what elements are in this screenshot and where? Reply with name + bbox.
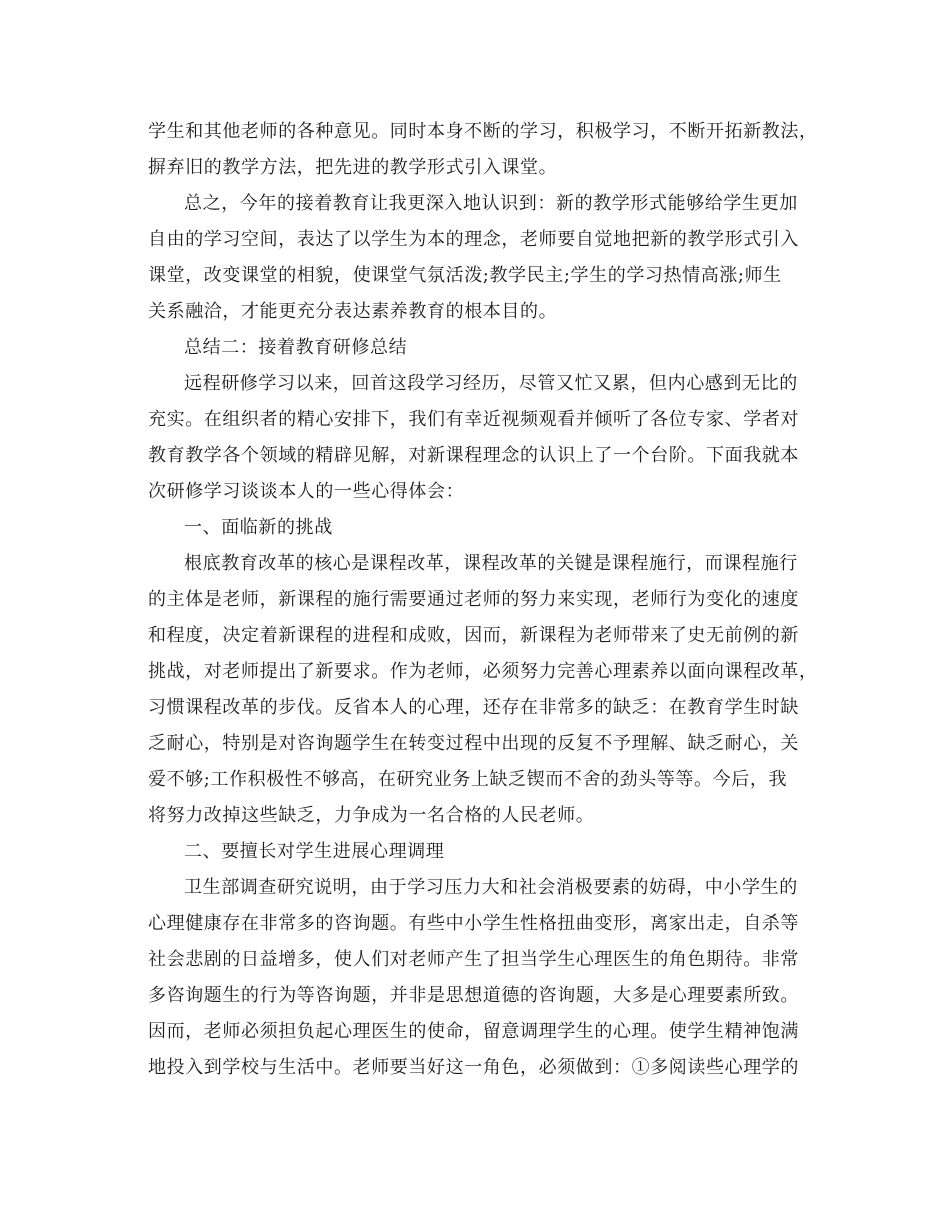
text-line: 学生和其他老师的各种意见。同时本身不断的学习，积极学习，不断开拓新教法，	[148, 121, 818, 142]
text-line: 关系融洽，才能更充分表达素养教育的根本目的。	[148, 301, 558, 322]
text-line: 次研修学习谈谈本人的一些心得体会：	[148, 481, 465, 502]
text-line: 因而，老师必须担负起心理医生的使命，留意调理学生的心理。使学生精神饱满	[148, 1021, 799, 1042]
text-line: 自由的学习空间，表达了以学生为本的理念，老师要自觉地把新的教学形式引入	[148, 229, 799, 250]
text-line: 多咨询题生的行为等咨询题，并非是思想道德的咨询题，大多是心理要素所致。	[148, 985, 799, 1006]
paragraph-start-line: 总之，今年的接着教育让我更深入地认识到：新的教学形式能够给学生更加	[184, 193, 798, 214]
subheading: 一、面临新的挑战	[184, 517, 333, 538]
section-heading: 总结二：接着教育研修总结	[184, 337, 408, 358]
paragraph-start-line: 卫生部调查研究说明，由于学习压力大和社会消极要素的妨碍，中小学生的	[184, 877, 798, 898]
text-line: 社会悲剧的日益增多，使人们对老师产生了担当学生心理医生的角色期待。非常	[148, 949, 799, 970]
paragraph-start-line: 远程研修学习以来，回首这段学习经历，尽管又忙又累，但内心感到无比的	[184, 373, 798, 394]
text-line: 地投入到学校与生活中。老师要当好这一角色，必须做到：①多阅读些心理学的	[148, 1057, 799, 1078]
subheading: 二、要擅长对学生进展心理调理	[184, 841, 445, 862]
text-line: 的主体是老师，新课程的施行需要通过老师的努力来实现，老师行为变化的速度	[148, 589, 799, 610]
text-line: 和程度，决定着新课程的进程和成败，因而，新课程为老师带来了史无前例的新	[148, 625, 799, 646]
text-line: 摒弃旧的教学方法，把先进的教学形式引入课堂。	[148, 157, 558, 178]
text-line: 充实。在组织者的精心安排下，我们有幸近视频观看并倾听了各位专家、学者对	[148, 409, 799, 430]
text-line: 心理健康存在非常多的咨询题。有些中小学生性格扭曲变形，离家出走，自杀等	[148, 913, 799, 934]
text-line: 将努力改掉这些缺乏，力争成为一名合格的人民老师。	[148, 805, 595, 826]
text-line: 乏耐心，特别是对咨询题学生在转变过程中出现的反复不予理解、缺乏耐心，关	[148, 733, 799, 754]
text-line: 挑战，对老师提出了新要求。作为老师，必须努力完善心理素养以面向课程改革，	[148, 661, 818, 682]
text-line: 教育教学各个领域的精辟见解，对新课程理念的认识上了一个台阶。下面我就本	[148, 445, 799, 466]
text-line: 课堂，改变课堂的相貌，使课堂气氛活泼;教学民主;学生的学习热情高涨;师生	[148, 265, 782, 286]
text-line: 习惯课程改革的步伐。反省本人的心理，还存在非常多的缺乏：在教育学生时缺	[148, 697, 799, 718]
paragraph-start-line: 根底教育改革的核心是课程改革，课程改革的关键是课程施行，而课程施行	[184, 553, 798, 574]
text-line: 爱不够;工作积极性不够高，在研究业务上缺乏锲而不舍的劲头等等。今后，我	[148, 769, 788, 790]
